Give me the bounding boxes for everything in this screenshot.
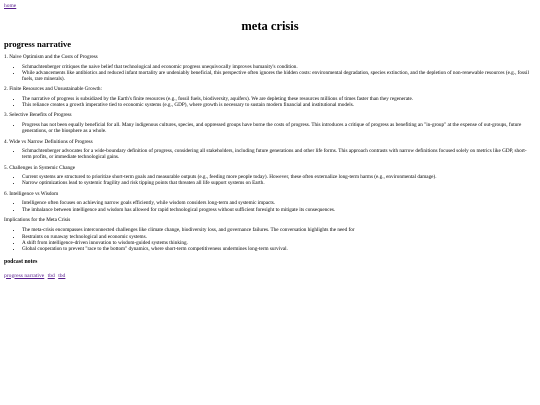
section-1 [4,54,536,82]
sections-container [4,54,536,213]
tag-list [4,273,536,280]
list-item: • The narrative of progress is subsidized by the Earth's finite resources (e.g., fossil fuels, biodiversity, aquifers). We are depleting these resources millions of times faster than they regenerate. [22,96,536,102]
podcast-notes-heading: podcast notes [4,258,38,265]
implications-section [4,217,536,253]
list-item: • Intelligence often focuses on achieving narrow goals efficiently, while wisdom considers long-term and systemic impacts. [22,200,536,206]
tag-link-tbd[interactable]: tbd [47,272,55,279]
section-title: 1. Naive Optimism and the Costs of Progress [4,54,98,60]
bullet-list [4,227,536,252]
section-title: 5. Challenges in Systemic Change [4,164,76,171]
section-title: 3. Selective Benefits of Progress [4,112,72,119]
section-4 [4,139,536,161]
section-title: 2. Finite Resources and Unsustainable Growth: [4,86,102,93]
list-item: • This reliance creates a growth imperative tied to economic systems (e.g., GDP), where growth is necessary to sustain modern financial and institutional models. [22,102,536,108]
bullet-list [4,64,536,83]
list-item: • Current systems are structured to prioritize short-term goals and measurable outputs (e.g., feeding more people today). However, these often externalize long-term harms (e.g., environmental damage). [22,174,536,180]
list-item: • Global cooperation to prevent "race to the bottom" dynamics, where short-term competitiveness undermines long-term survival. [22,246,536,252]
tag-link-tbd[interactable]: tbd [58,272,66,279]
list-item: • Restraints on runaway technological and economic systems. [22,234,536,240]
tag-link-progress-narrative[interactable]: progress narrative [4,272,45,279]
list-item: • Narrow optimizations lead to systemic fragility and risk tipping points that threaten all life support systems on Earth. [22,180,536,186]
list-item: • The imbalance between intelligence and wisdom has allowed for rapid technological progress without sufficient foresight to mitigate its consequences. [22,207,536,213]
list-item: • Schmachtenberger advocates for a wide-boundary definition of progress, considering all stakeholders, including future generations and other life forms. This approach contrasts with narrow definitions focused solely on metrics like GDP, short-term profits, or immediate technological gains. [22,148,536,161]
section-title: 4. Wide vs Narrow Definitions of Progress [4,138,93,145]
bullet-list [4,122,536,135]
section-5 [4,165,536,187]
home-link[interactable]: home [4,3,17,9]
list-item: • The meta-crisis encompasses interconnected challenges like climate change, biodiversity loss, and governance failures. The conversation highlights the need for [22,227,536,233]
bullet-list [4,200,536,213]
implications-title: Implications for the Meta Crisis [4,216,71,223]
section-title: 6. Intelligence vs Wisdom [4,190,59,197]
section-2 [4,86,536,108]
bullet-list [4,148,536,161]
section-3 [4,112,536,134]
section-heading: progress narrative [4,39,71,49]
page-title: meta crisis [241,19,299,33]
bullet-list [4,96,536,109]
list-item: • Schmachtenberger critiques the naive belief that technological and economic progress unequivocally improves humanity's condition. [22,64,536,70]
list-item: • A shift from intelligence-driven innovation to wisdom-guided systems thinking. [22,240,536,246]
list-item: • Progress has not been equally beneficial for all. Many indigenous cultures, species, and oppressed groups have borne the costs of progress. This introduces a critique of progress as benefiting an "in-group" at the expense of out-groups, future generations, or the biosphere as a whole. [22,122,536,135]
section-6 [4,191,536,213]
list-item: • While advancements like antibiotics and reduced infant mortality are undeniably beneficial, this perspective often ignores the hidden costs: environmental degradation, species extinction, and the depletion of non-renewable resources (e.g., fossil fuels, rare minerals). [22,70,536,83]
bullet-list [4,174,536,187]
